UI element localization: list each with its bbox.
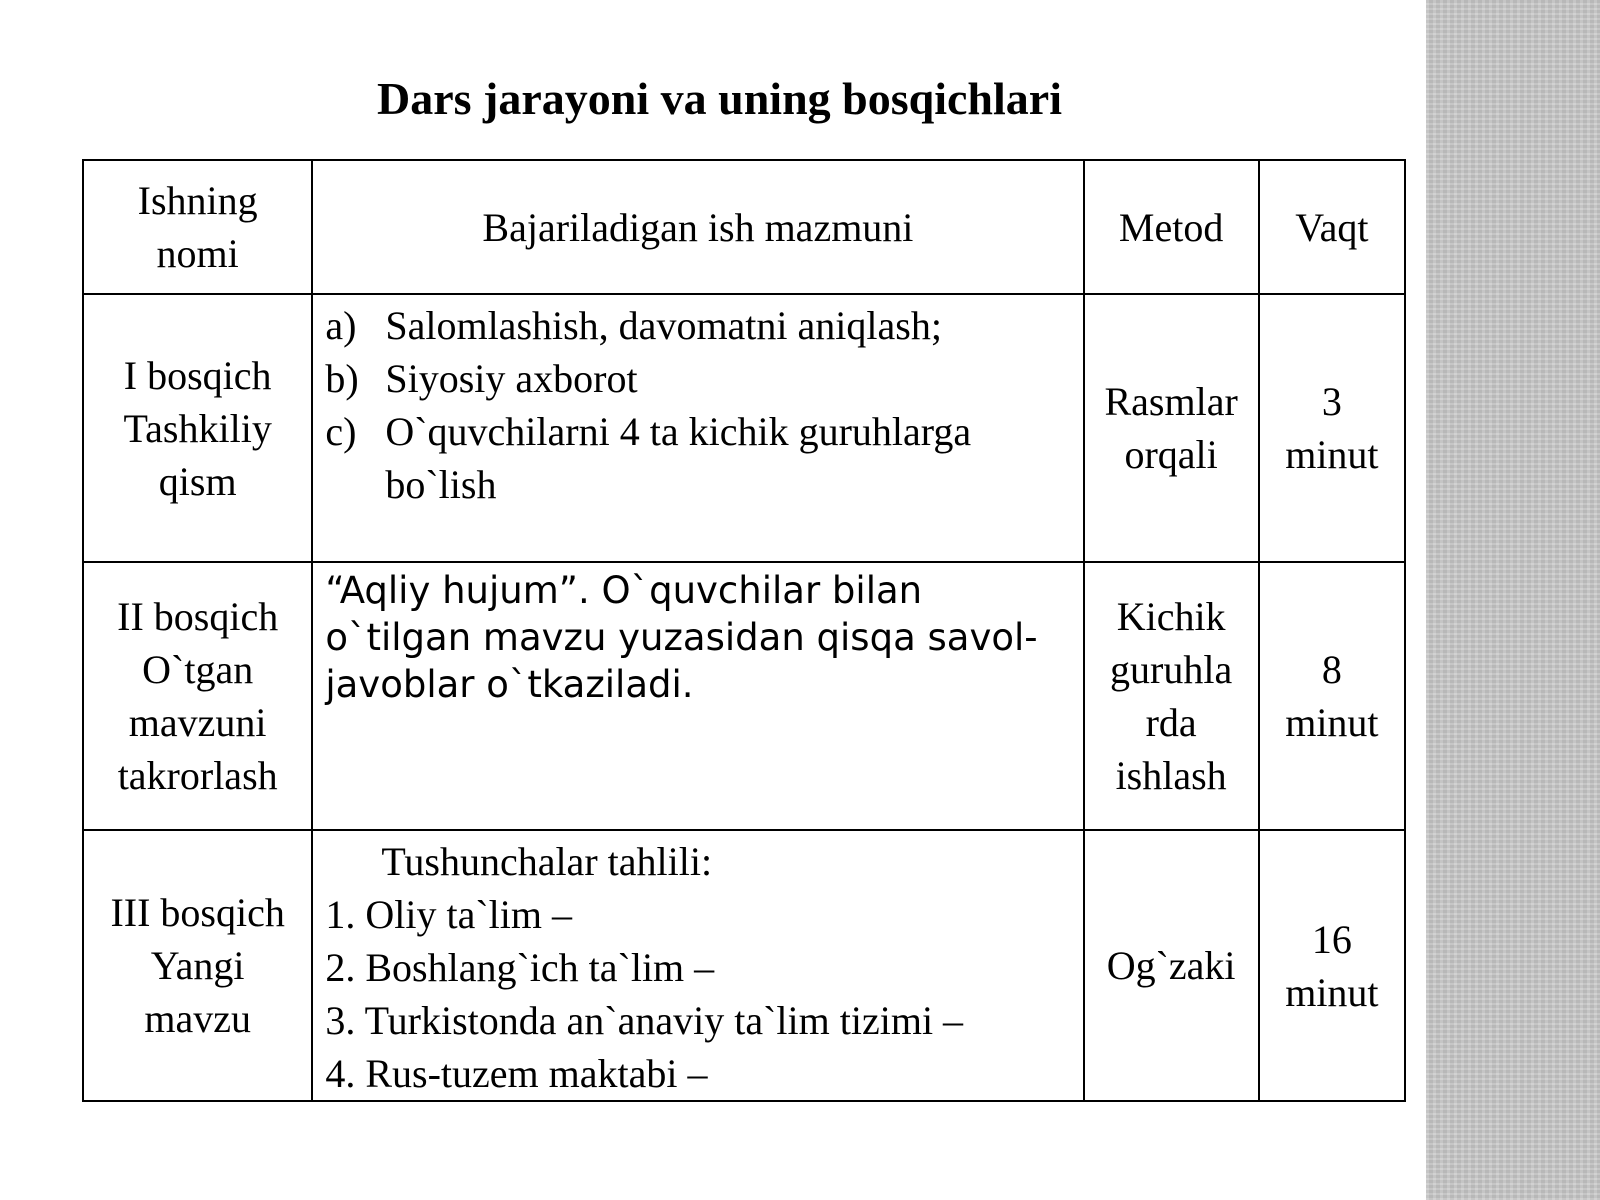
table-row	[83, 294, 1405, 562]
header-cell-content: Bajariladigan ish mazmuni	[312, 160, 1083, 294]
content-cell	[312, 294, 1083, 562]
time-cell	[1259, 830, 1405, 1101]
header-cell-work-name: Ishning nomi	[83, 160, 312, 294]
method-cell: Rasmlar orqali	[1084, 294, 1259, 562]
stage-line: mavzuni	[128, 700, 267, 745]
time-value: 8	[1321, 647, 1342, 692]
stage-line: qism	[158, 458, 237, 504]
stage-line: mavzu	[144, 996, 251, 1041]
list-text: Siyosiy axborot	[385, 356, 638, 401]
concept-line: 1. Oliy ta`lim –	[325, 892, 572, 937]
method-line: guruhla	[1110, 647, 1233, 692]
method-line: Kichik	[1116, 594, 1226, 639]
time-cell	[1259, 562, 1405, 830]
method-line: rda	[1145, 700, 1197, 745]
list-text: O`quvchilarni 4 ta kichik guruhlarga bo`lish	[385, 409, 972, 507]
time-value: 3	[1321, 379, 1342, 424]
concept-line: 3. Turkistonda an`anaviy ta`lim tizimi –	[325, 998, 964, 1043]
stage-line: I bosqich	[123, 352, 272, 398]
table-row	[83, 562, 1405, 830]
list-item	[325, 405, 1070, 511]
content-cell: “Aqliy hujum”. O`quvchilar bilan o`tilgan mavzu yuzasidan qisqa savol-javoblar o`tkaziladi.	[312, 562, 1083, 830]
stage-line: takrorlash	[117, 753, 278, 798]
stage-cell	[83, 830, 312, 1101]
concept-line: 2. Boshlang`ich ta`lim –	[325, 945, 715, 990]
concept-line: 4. Rus-tuzem maktabi –	[325, 1051, 708, 1096]
stage-line: II bosqich	[117, 594, 279, 639]
time-unit: minut	[1285, 432, 1379, 477]
time-value: 16	[1311, 916, 1352, 962]
list-item	[325, 352, 1070, 405]
list-text: Salomlashish, davomatni aniqlash;	[385, 303, 942, 348]
lesson-stages-table	[82, 159, 1406, 1102]
table-row	[83, 830, 1405, 1101]
method-line: ishlash	[1115, 753, 1227, 798]
concepts-heading: Tushunchalar tahlili:	[381, 839, 713, 884]
stage-line: Tashkiliy	[123, 405, 272, 451]
page-title: Dars jarayoni va uning bosqichlari	[377, 73, 1062, 124]
list-marker: c)	[325, 409, 357, 454]
time-unit: minut	[1285, 700, 1379, 745]
list-marker: a)	[325, 303, 357, 348]
list-item	[325, 299, 1070, 352]
time-unit: minut	[1285, 969, 1379, 1015]
list-marker: b)	[325, 356, 359, 401]
stage-line: Yangi	[150, 943, 245, 988]
time-cell	[1259, 294, 1405, 562]
table-header-row	[83, 160, 1405, 294]
side-decorative-band	[1426, 0, 1600, 1200]
stage-cell	[83, 294, 312, 562]
stage-cell	[83, 562, 312, 830]
method-cell: Og`zaki	[1084, 830, 1259, 1101]
header-cell-time: Vaqt	[1259, 160, 1405, 294]
method-cell	[1084, 562, 1259, 830]
header-cell-method: Metod	[1084, 160, 1259, 294]
stage-line: III bosqich	[110, 890, 285, 935]
content-cell	[312, 830, 1083, 1101]
stage-line: O`tgan	[142, 647, 254, 692]
